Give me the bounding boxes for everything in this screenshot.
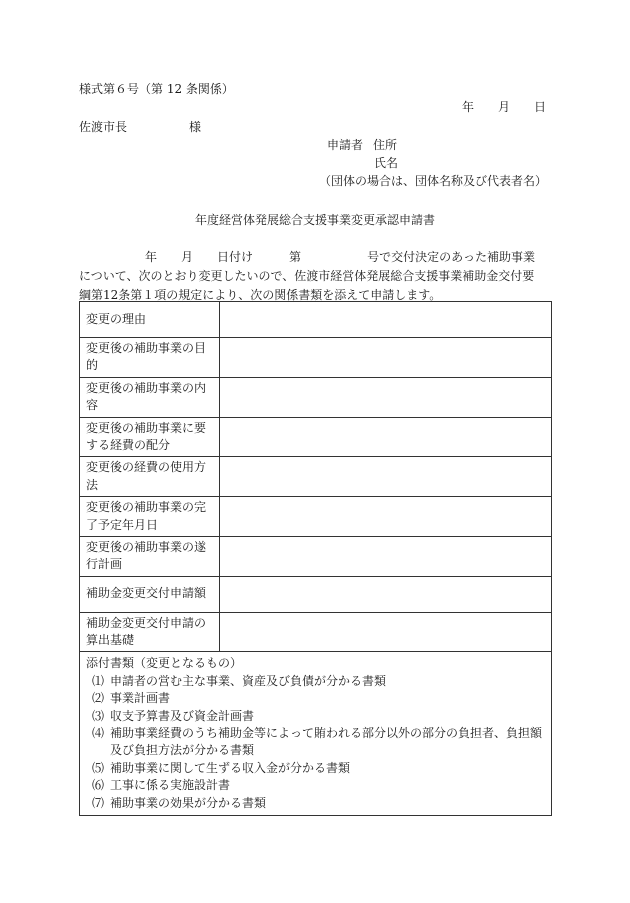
table-row bbox=[80, 497, 552, 537]
attachment-item bbox=[86, 795, 545, 812]
body-day: 日付け bbox=[217, 250, 254, 264]
application-table bbox=[79, 301, 552, 816]
table-row bbox=[80, 417, 552, 457]
table-row bbox=[80, 536, 552, 576]
table-row bbox=[80, 457, 552, 497]
attachment-text: 補助事業の効果が分かる書類 bbox=[110, 795, 267, 810]
table-row bbox=[80, 612, 552, 652]
attachment-text: 補助事業に関して生ずる収入金が分かる書類 bbox=[110, 760, 351, 775]
body-paragraph bbox=[79, 248, 554, 305]
row-value[interactable] bbox=[220, 457, 552, 497]
row-label: 変更後の補助事業の遂行計画 bbox=[80, 536, 220, 576]
attachment-number: ⑵ bbox=[91, 691, 104, 706]
body-line-2: について、次のとおり変更したいので、佐渡市経営体発展総合支援事業補助金交付要 bbox=[79, 268, 535, 283]
table-row bbox=[80, 302, 552, 338]
row-label: 変更後の補助事業に要する経費の配分 bbox=[80, 417, 220, 457]
attachment-item bbox=[86, 725, 545, 760]
document-title: 年度経営体発展総合支援事業変更承認申請書 bbox=[194, 213, 435, 227]
body-line-1 bbox=[79, 248, 554, 267]
attachment-item bbox=[86, 708, 545, 725]
table-row bbox=[80, 338, 552, 378]
attachment-number: ⑶ bbox=[91, 708, 104, 723]
attachment-item bbox=[86, 673, 545, 690]
addressee-honorific: 様 bbox=[189, 120, 202, 134]
row-label: 変更後の補助事業の内容 bbox=[80, 377, 220, 417]
row-value[interactable] bbox=[220, 497, 552, 537]
row-label: 変更後の経費の使用方法 bbox=[80, 457, 220, 497]
body-year: 年 bbox=[145, 250, 158, 264]
row-label: 変更の理由 bbox=[80, 302, 220, 338]
row-value[interactable] bbox=[220, 536, 552, 576]
name-label: 氏名 bbox=[374, 156, 399, 170]
date-line bbox=[462, 98, 546, 116]
table-row bbox=[80, 377, 552, 417]
addressee-name: 佐渡市長 bbox=[79, 120, 128, 134]
date-year-label: 年 bbox=[462, 100, 475, 114]
org-note: （団体の場合は、団体名称及び代表者名） bbox=[319, 174, 548, 188]
attachment-item bbox=[86, 777, 545, 794]
row-label: 補助金変更交付申請の算出基礎 bbox=[80, 612, 220, 652]
row-value[interactable] bbox=[220, 302, 552, 338]
attachment-number: ⑸ bbox=[91, 760, 104, 775]
date-day-label: 日 bbox=[534, 100, 547, 114]
row-value[interactable] bbox=[220, 417, 552, 457]
table-row bbox=[80, 576, 552, 612]
row-value[interactable] bbox=[220, 576, 552, 612]
attachment-text: 工事に係る実施設計書 bbox=[110, 778, 231, 793]
row-label: 変更後の補助事業の目的 bbox=[80, 338, 220, 378]
attachments-title: 添付書類（変更となるもの） bbox=[86, 656, 243, 671]
row-label: 変更後の補助事業の完了予定年月日 bbox=[80, 497, 220, 537]
attachment-item bbox=[86, 760, 545, 777]
body-line-3: 綱第12条第１項の規定により、次の関係書類を添えて申請します。 bbox=[79, 287, 442, 302]
body-rest: 号で交付決定のあった補助事業 bbox=[367, 250, 535, 264]
row-value[interactable] bbox=[220, 377, 552, 417]
row-label: 補助金変更交付申請額 bbox=[80, 576, 220, 612]
attachment-text: 事業計画書 bbox=[110, 691, 171, 706]
attachment-item bbox=[86, 690, 545, 707]
applicant-label: 申請者 bbox=[327, 138, 364, 152]
attachment-number: ⑺ bbox=[91, 795, 104, 810]
attachments-row bbox=[80, 652, 552, 816]
attachment-text: 補助事業経費のうち補助金等によって賄われる部分以外の部分の負担者、負担額及び負担方法が分かる書類 bbox=[110, 726, 543, 758]
row-value[interactable] bbox=[220, 612, 552, 652]
row-value[interactable] bbox=[220, 338, 552, 378]
body-dai: 第 bbox=[289, 250, 302, 264]
attachment-number: ⑴ bbox=[91, 673, 104, 688]
attachment-number: ⑷ bbox=[91, 726, 104, 741]
addressee bbox=[79, 118, 201, 136]
attachment-number: ⑹ bbox=[91, 778, 104, 793]
attachments-cell bbox=[80, 652, 552, 816]
date-month-label: 月 bbox=[498, 100, 511, 114]
attachment-text: 申請者の営む主な事業、資産及び負債が分かる書類 bbox=[110, 673, 387, 688]
attachment-text: 収支予算書及び資金計画書 bbox=[110, 708, 255, 723]
body-month: 月 bbox=[181, 250, 194, 264]
form-number: 様式第６号（第 12 条関係） bbox=[79, 82, 234, 96]
applicant-block bbox=[327, 136, 398, 172]
address-label: 住所 bbox=[373, 138, 398, 152]
